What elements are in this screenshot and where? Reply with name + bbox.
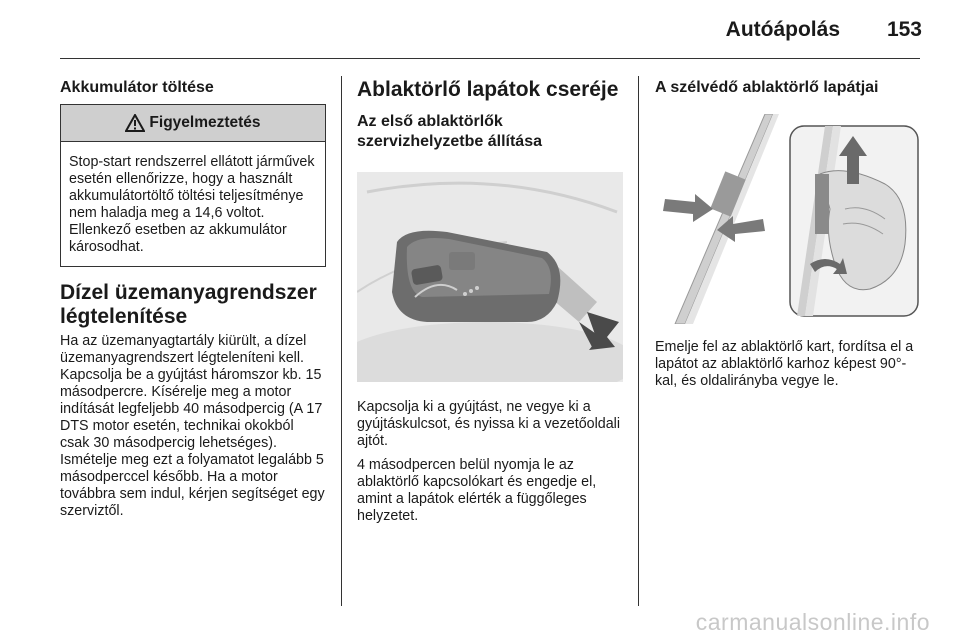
page-number: 153 xyxy=(886,18,922,41)
chapter-title: Autóápolás xyxy=(725,18,840,41)
column-middle xyxy=(357,78,623,525)
wiper-blade-heading: Ablaktörlő lapátok cseréje xyxy=(357,78,619,101)
wiper-stalk-illustration xyxy=(357,172,623,382)
column-divider xyxy=(638,76,639,606)
column-left xyxy=(60,78,326,520)
service-position-subheading: Az első ablaktörlők szervizhelyzetbe állítása xyxy=(357,113,542,150)
windshield-wiper-heading: A szélvédő ablaktörlő lapátjai xyxy=(655,79,879,96)
column-right xyxy=(655,78,921,390)
column-divider xyxy=(341,76,342,606)
diesel-bleeding-heading: Dízel üzemanyagrendszer légtelenítése xyxy=(60,281,317,328)
warning-triangle-icon xyxy=(125,114,145,132)
battery-charging-heading: Akkumulátor töltése xyxy=(60,79,214,96)
watermark: carmanualsonline.info xyxy=(695,609,930,635)
ignition-instruction: Kapcsolja ki a gyújtást, ne vegye ki a gyújtáskulcsot, és nyissa ki a vezetőoldali ajtót. xyxy=(357,399,621,449)
warning-box xyxy=(60,104,326,267)
header-rule xyxy=(60,58,920,59)
wiper-blade-removal-illustration xyxy=(655,114,921,324)
warning-header xyxy=(61,105,325,142)
warning-text: Stop-start rendszerrel ellátott járművek esetén ellenőrizze, hogy a használt akkumulátortöltő töltési teljesítménye nem haladja meg a 14,6 voltot. Ellenkező esetben az akkumulátor károsodhat. xyxy=(69,154,315,255)
warning-title: Figyelmeztetés xyxy=(149,114,261,131)
stalk-instruction: 4 másodpercen belül nyomja le az ablaktörlő kapcsolókart és engedje el, amint a lapátok elérték a függőleges helyzetet. xyxy=(357,457,597,524)
blade-removal-instruction: Emelje fel az ablaktörlő kart, fordítsa el a lapátot az ablaktörlő karhoz képest 90°-kal, és oldalirányba vegye le. xyxy=(655,339,914,389)
diesel-bleeding-text: Ha az üzemanyagtartály kiürült, a dízel üzemanyagrendszert légteleníteni kell. Kapcsolja be a gyújtást háromszor kb. 15 másodpercre. Kísérelje meg a motor indítását legfeljebb 40 másodpercig (A 17 DTS motor esetén, technikai okokból csak 30 másodpercig lehetséges). Ismételje meg ezt a folyamatot legalább 5 másodperccel később. Ha a motor továbbra sem indul, kérjen segítséget egy szerviztől. xyxy=(60,333,325,519)
page-header xyxy=(0,0,960,62)
